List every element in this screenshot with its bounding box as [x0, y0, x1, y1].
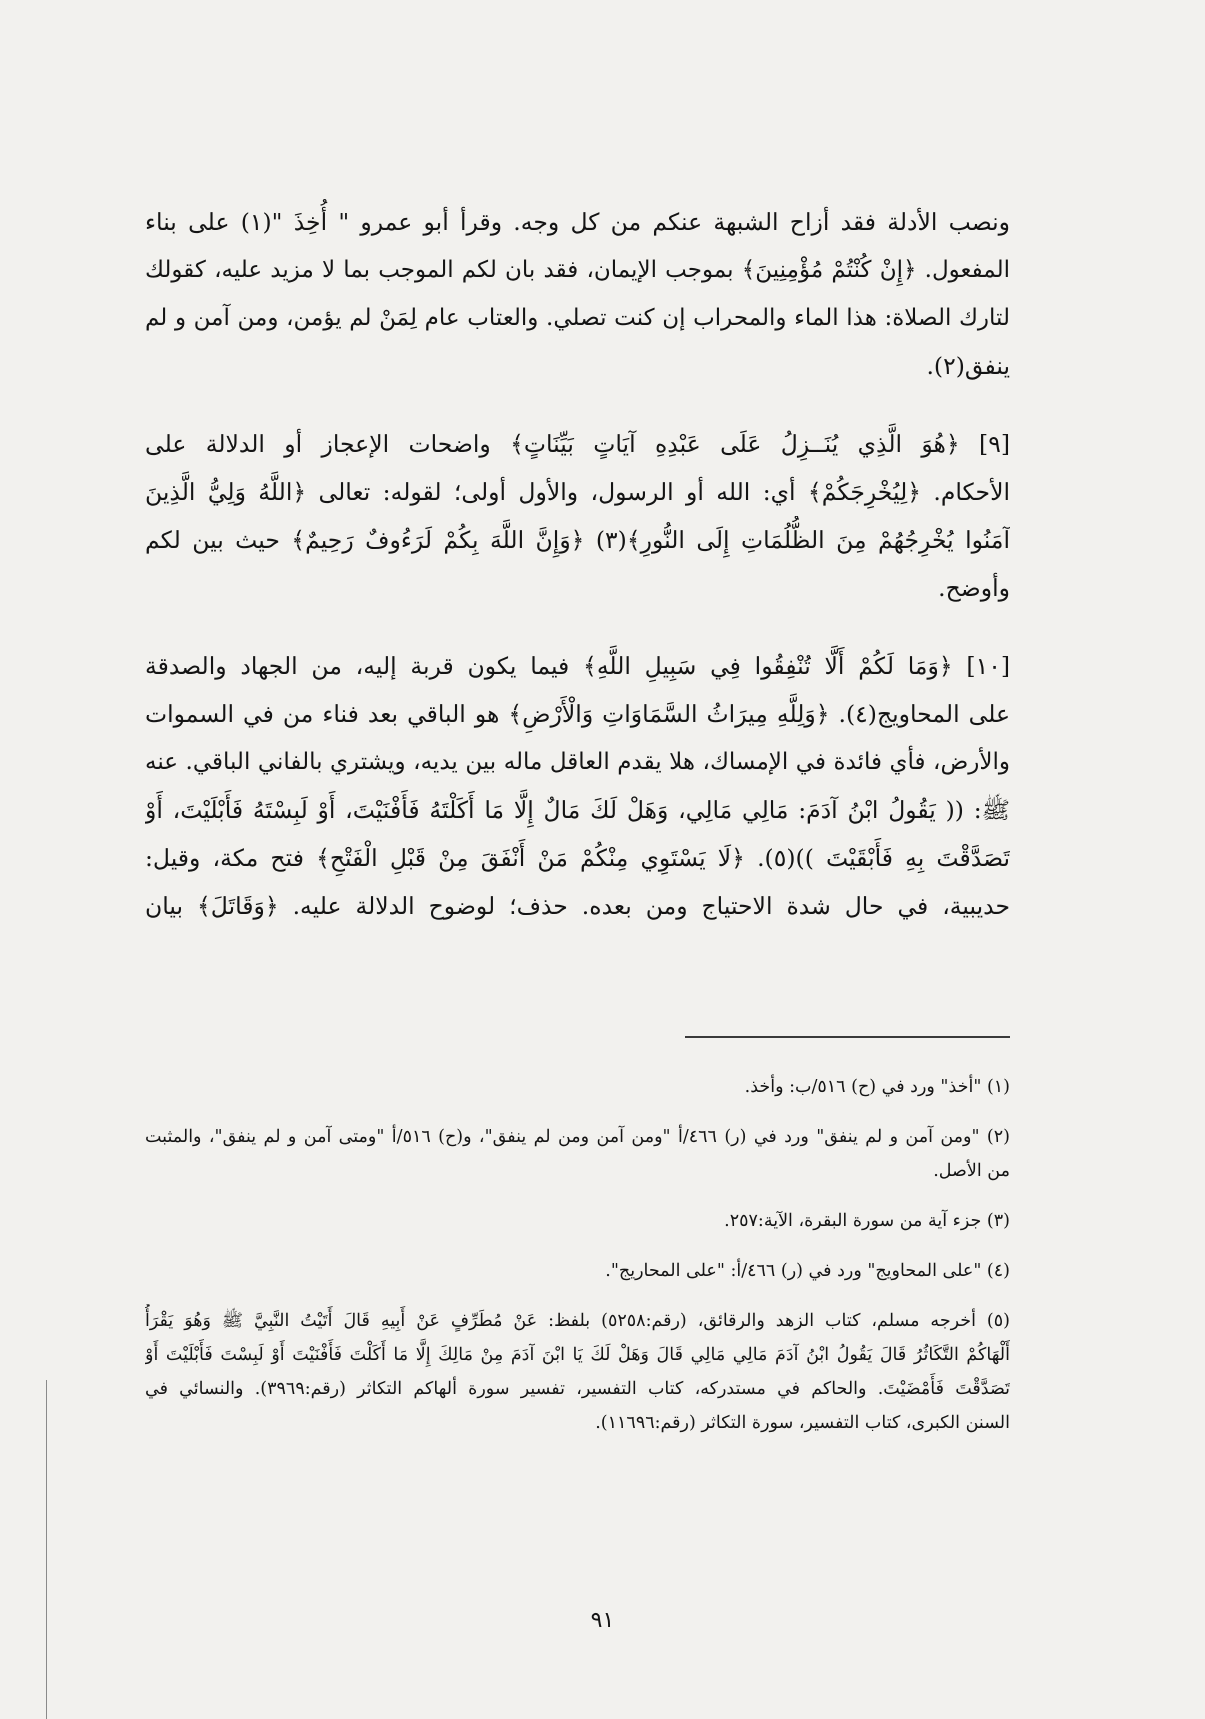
text-line: ﷺ: (( يَقُولُ ابْنُ آدَمَ: مَالِي مَالِي، وَهَلْ لَكَ مَالٌ إِلَّا مَا أَكَلْتَهُ فَأَفْنَيْتَ، أَوْ لَبِسْتَهُ فَأَبْلَيْتَ، أَوْ	[145, 796, 1010, 824]
text-line: على المحاويج(٤). ﴿وَلِلَّهِ مِيرَاثُ السَّمَاوَاتِ وَالْأَرْضِ﴾ هو الباقي بعد فناء من في السموات	[145, 700, 1010, 728]
footnote-2	[145, 1120, 1010, 1188]
paragraph-2	[145, 420, 1010, 612]
paragraph-3	[145, 642, 1010, 930]
text-line: تَصَدَّقْتَ بِهِ فَأَبْقَيْتَ ))(٥). ﴿لَا يَسْتَوِي مِنْكُمْ مَنْ أَنْفَقَ مِنْ قَبْلِ الْفَتْحِ﴾ فتح مكة، وقيل:	[145, 844, 1010, 872]
text-line: لتارك الصلاة: هذا الماء والمحراب إن كنت تصلي. والعتاب عام لِمَنْ لم يؤمن، ومن آمن و لم	[145, 305, 1010, 331]
footnote-line: (٥) أخرجه مسلم، كتاب الزهد والرقائق، (رقم:٥٢٥٨) بلفظ: عَنْ مُطَرِّفٍ عَنْ أَبِيهِ قَالَ أَتَيْتُ النَّبِيَّ ﷺ وَهُوَ يَقْرَأُ	[145, 1311, 1010, 1331]
footnotes	[145, 1070, 1010, 1440]
text-line: [٩] ﴿هُوَ الَّذِي يُنَــزِلُ عَلَى عَبْدِهِ آيَاتٍ بَيِّنَاتٍ﴾ واضحات الإعجاز أو الدلالة على	[145, 430, 1010, 458]
footnote-line: (٢) "ومن آمن و لم ينفق" ورد في (ر) ٤٦٦/أ "ومن آمن ومن لم ينفق"، و(ح) ٥١٦/أ "ومتى آمن و لم ينفق"، والمثبت	[145, 1127, 1010, 1147]
text-line: والأرض، فأي فائدة في الإمساك، هلا يقدم العاقل ماله بين يديه، ويشتري بالفاني الباقي. عنه	[145, 749, 1010, 775]
text-line: وأوضح.	[938, 574, 1010, 602]
footnote-line: السنن الكبرى، كتاب التفسير، سورة التكاثر (رقم:١١٦٩٦).	[595, 1413, 1010, 1433]
text-line: الأحكام. ﴿لِيُخْرِجَكُمْ﴾ أي: الله أو الرسول، والأول أولى؛ لقوله: تعالى ﴿اللَّهُ وَلِيُّ الَّذِينَ	[145, 478, 1010, 506]
text-line: [١٠] ﴿وَمَا لَكُمْ أَلَّا تُنْفِقُوا فِي سَبِيلِ اللَّهِ﴾ فيما يكون قربة إليه، من الجهاد والصدقة	[145, 652, 1010, 680]
footnote-line: أَلْهَاكُمْ التَّكَاثُرُ قَالَ يَقُولُ ابْنُ آدَمَ مَالِي مَالِي قَالَ وَهَلْ لَكَ يَا ابْنَ آدَمَ مِنْ مَالِكَ إِلَّا مَا أَكَلْتَ فَأَفْنَيْتَ أَوْ لَبِسْتَ فَأَبْلَيْتَ أَوْ	[145, 1345, 1010, 1365]
text-line: آمَنُوا يُخْرِجُهُمْ مِنَ الظُّلُمَاتِ إِلَى النُّورِ﴾(٣) ﴿وَإِنَّ اللَّهَ بِكُمْ لَرَءُوفٌ رَحِيمٌ﴾ حيث بين لكم	[145, 526, 1010, 554]
footnote-line: تَصَدَّقْتَ فَأَمْضَيْتَ. والحاكم في مستدركه، كتاب التفسير، تفسير سورة ألهاكم التكاثر (رقم:٣٩٦٩). والنسائي في	[145, 1379, 1010, 1399]
text-line: ينفق(٢).	[926, 352, 1010, 380]
text-line: ونصب الأدلة فقد أزاح الشبهة عنكم من كل وجه. وقرأ أبو عمرو " أُخِذَ "(١) على بناء	[145, 208, 1010, 236]
footnote-separator	[685, 1036, 1010, 1038]
footnote-1	[145, 1070, 1010, 1104]
footnote-4	[145, 1254, 1010, 1288]
page-number: ٩١	[590, 1608, 615, 1633]
text-line: المفعول. ﴿إِنْ كُنْتُمْ مُؤْمِنِينَ﴾ بموجب الإيمان، فقد بان لكم الموجب بما لا مزيد عليه، كقولك	[145, 257, 1010, 283]
footnote-line: (١) "أخذ" ورد في (ح) ٥١٦/ب: وأخذ.	[744, 1077, 1010, 1097]
footnote-5	[145, 1304, 1010, 1440]
footnote-line: (٣) جزء آية من سورة البقرة، الآية:٢٥٧.	[724, 1211, 1010, 1231]
scan-edge-line	[46, 1380, 47, 1719]
footnote-line: (٤) "على المحاويج" ورد في (ر) ٤٦٦/أ: "على المحاريج".	[605, 1261, 1010, 1281]
footnote-line: من الأصل.	[933, 1161, 1010, 1181]
main-text	[145, 198, 1010, 930]
text-line: حديبية، في حال شدة الاحتياج ومن بعده. حذف؛ لوضوح الدلالة عليه. ﴿وَقَاتَلَ﴾ بيان	[145, 892, 1010, 920]
paragraph-1	[145, 198, 1010, 390]
footnote-3	[145, 1204, 1010, 1238]
